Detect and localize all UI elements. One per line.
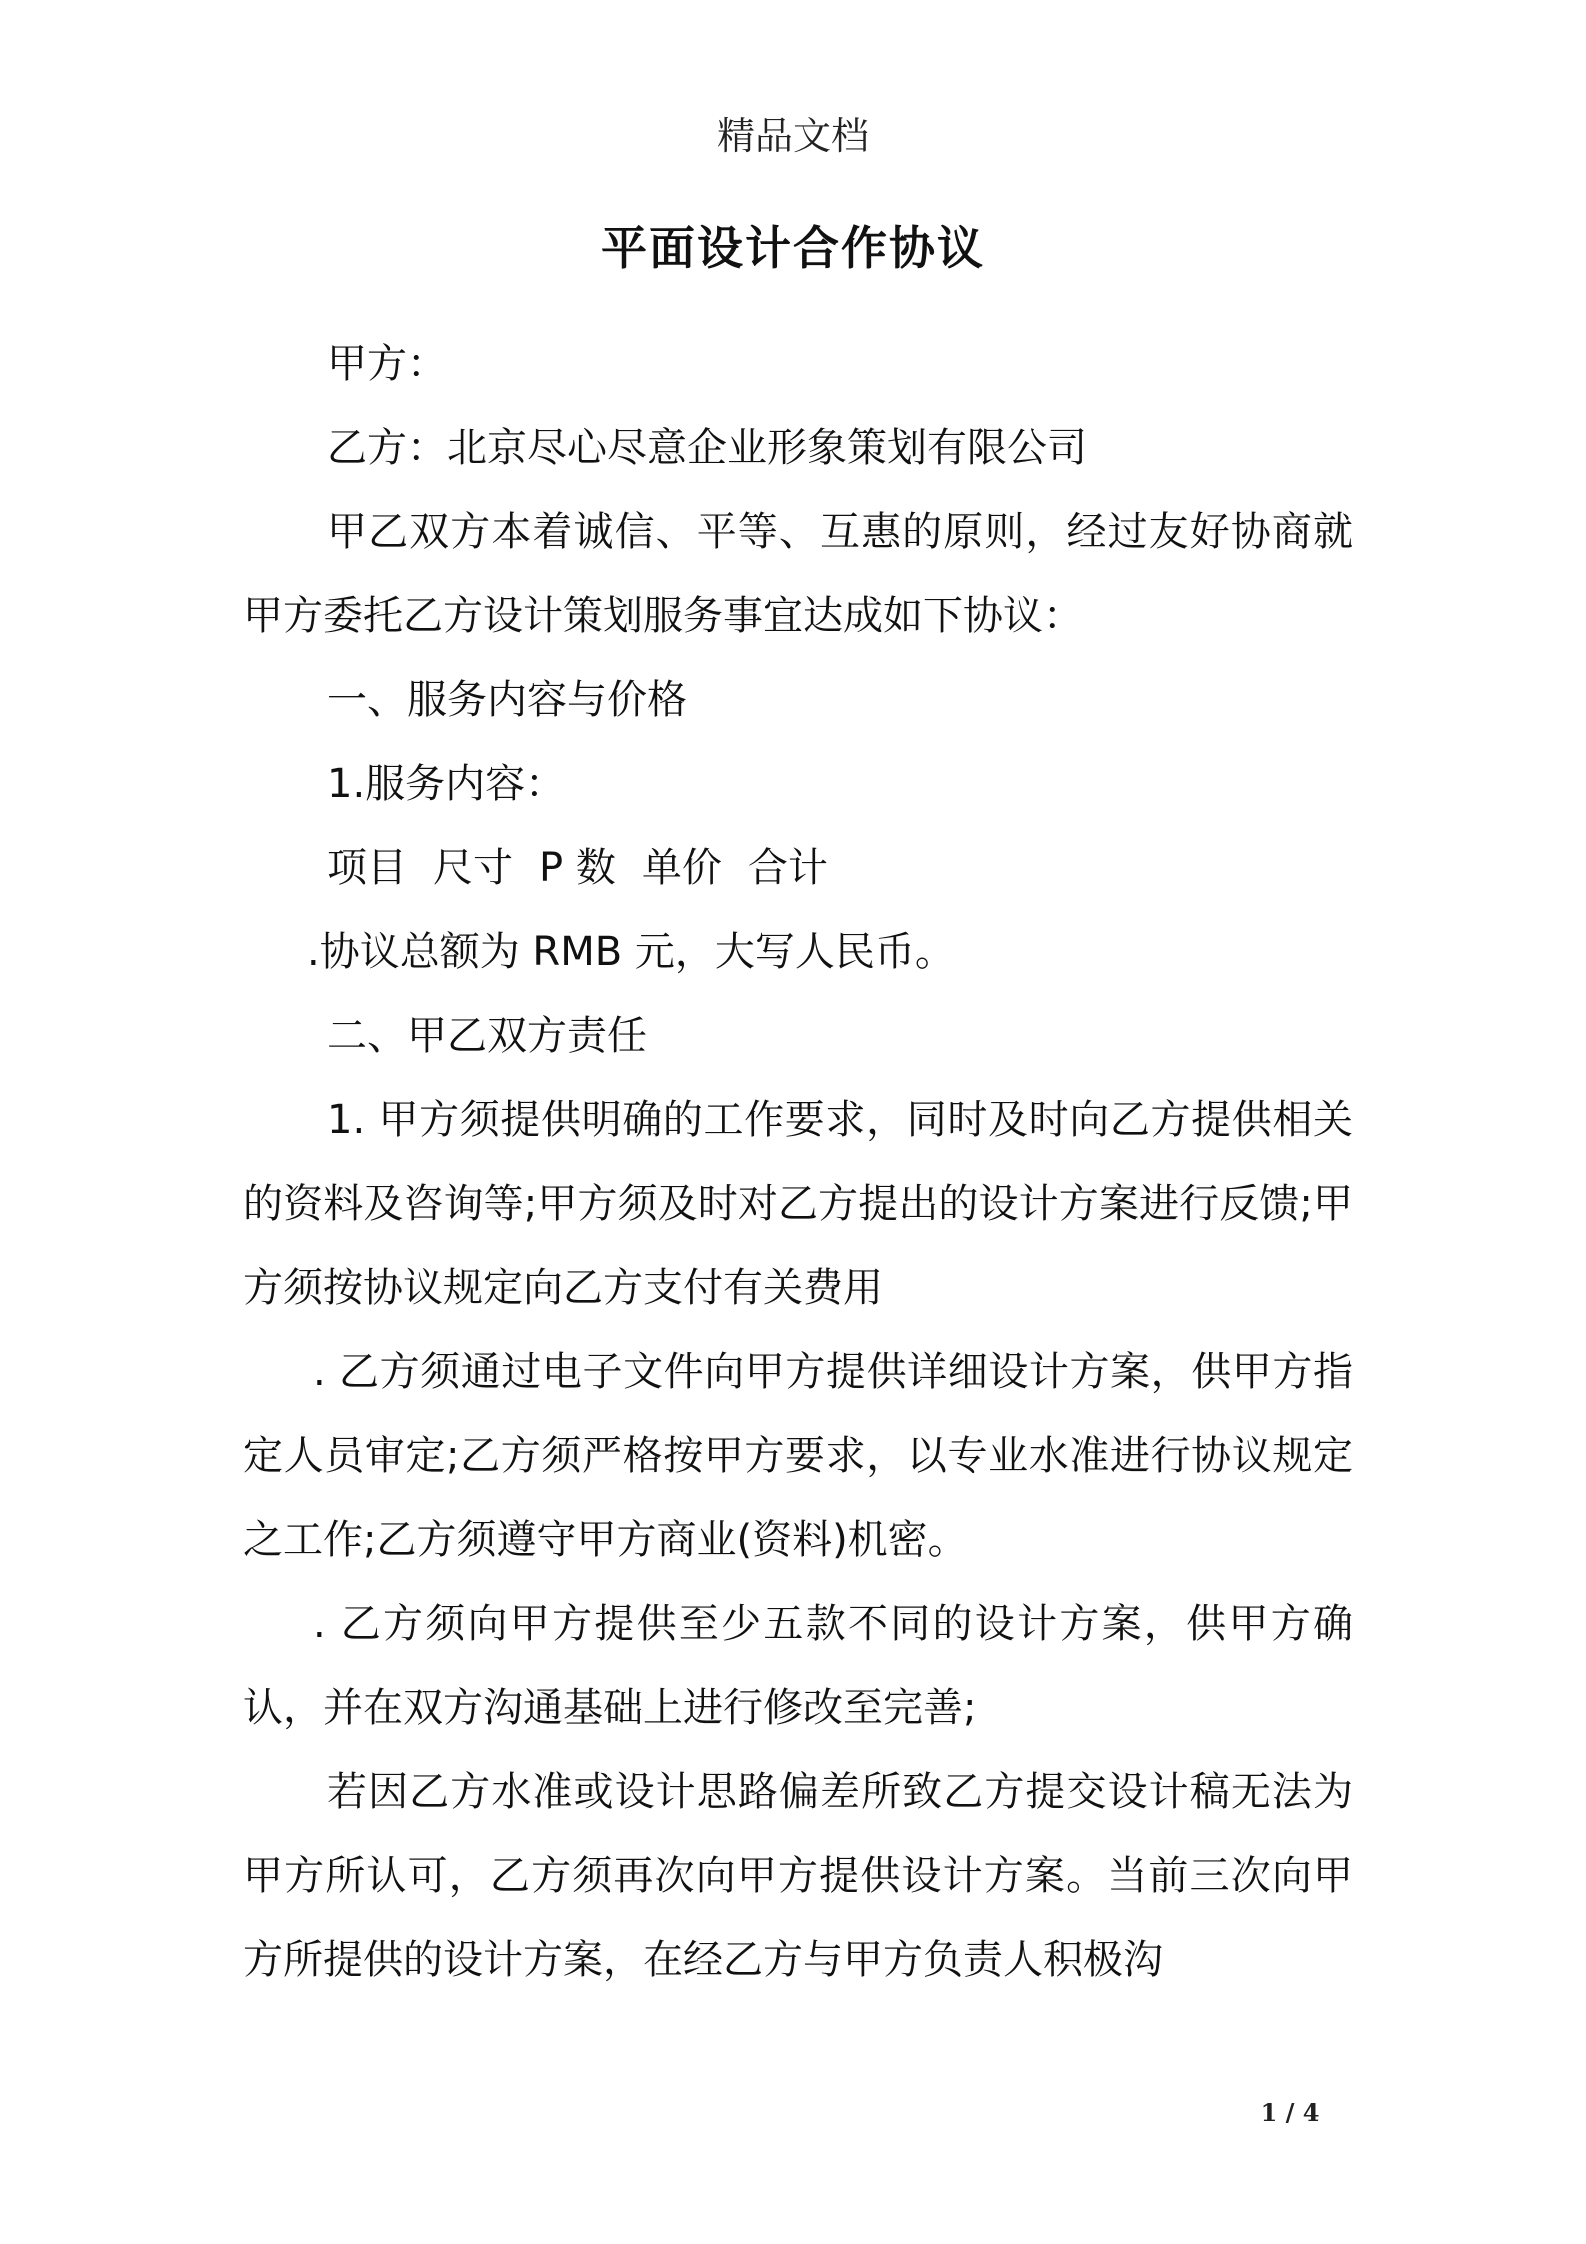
document-title: 平面设计合作协议 [601,221,985,275]
table-header-cell: 尺寸 [433,845,513,891]
party-b-line: 乙方：北京尽心尽意企业形象策划有限公司 [327,425,1087,471]
document-body [243,322,1353,2002]
page-number: 1 / 4 [1260,2098,1320,2127]
intro-paragraph: 甲乙双方本着诚信、平等、互惠的原则，经过友好协商就甲方委托乙方设计策划服务事宜达成如下协议： [243,509,1353,639]
table-header-cell: 单价 [641,845,722,891]
section-heading-2: 二、甲乙双方责任 [327,1013,647,1059]
table-header-cell: P 数 [539,845,616,891]
duty-paragraph-4: 若因乙方水准或设计思路偏差所致乙方提交设计稿无法为甲方所认可，乙方须再次向甲方提供设计方案。当前三次向甲方所提供的设计方案，在经乙方与甲方负责人积极沟 [243,1769,1353,1983]
duty-paragraph-3: . 乙方须向甲方提供至少五款不同的设计方案，供甲方确认，并在双方沟通基础上进行修改至完善; [243,1601,1353,1731]
section-1-item-1: 1.服务内容： [327,761,566,807]
total-amount-line: .协议总额为 RMB 元，大写人民币。 [307,929,955,975]
service-table-header [243,826,1353,910]
table-header-cell: 合计 [747,845,828,891]
duty-paragraph-1: 1. 甲方须提供明确的工作要求，同时及时向乙方提供相关的资料及咨询等;甲方须及时对乙方提出的设计方案进行反馈;甲方须按协议规定向乙方支付有关费用 [243,1097,1353,1311]
table-header-cell: 项目 [327,845,407,891]
duty-paragraph-2: . 乙方须通过电子文件向甲方提供详细设计方案，供甲方指定人员审定;乙方须严格按甲方要求，以专业水准进行协议规定之工作;乙方须遵守甲方商业(资料)机密。 [243,1349,1353,1563]
section-heading-1: 一、服务内容与价格 [327,677,687,723]
document-header: 精品文档 [716,114,869,158]
party-a-line: 甲方： [327,341,447,387]
